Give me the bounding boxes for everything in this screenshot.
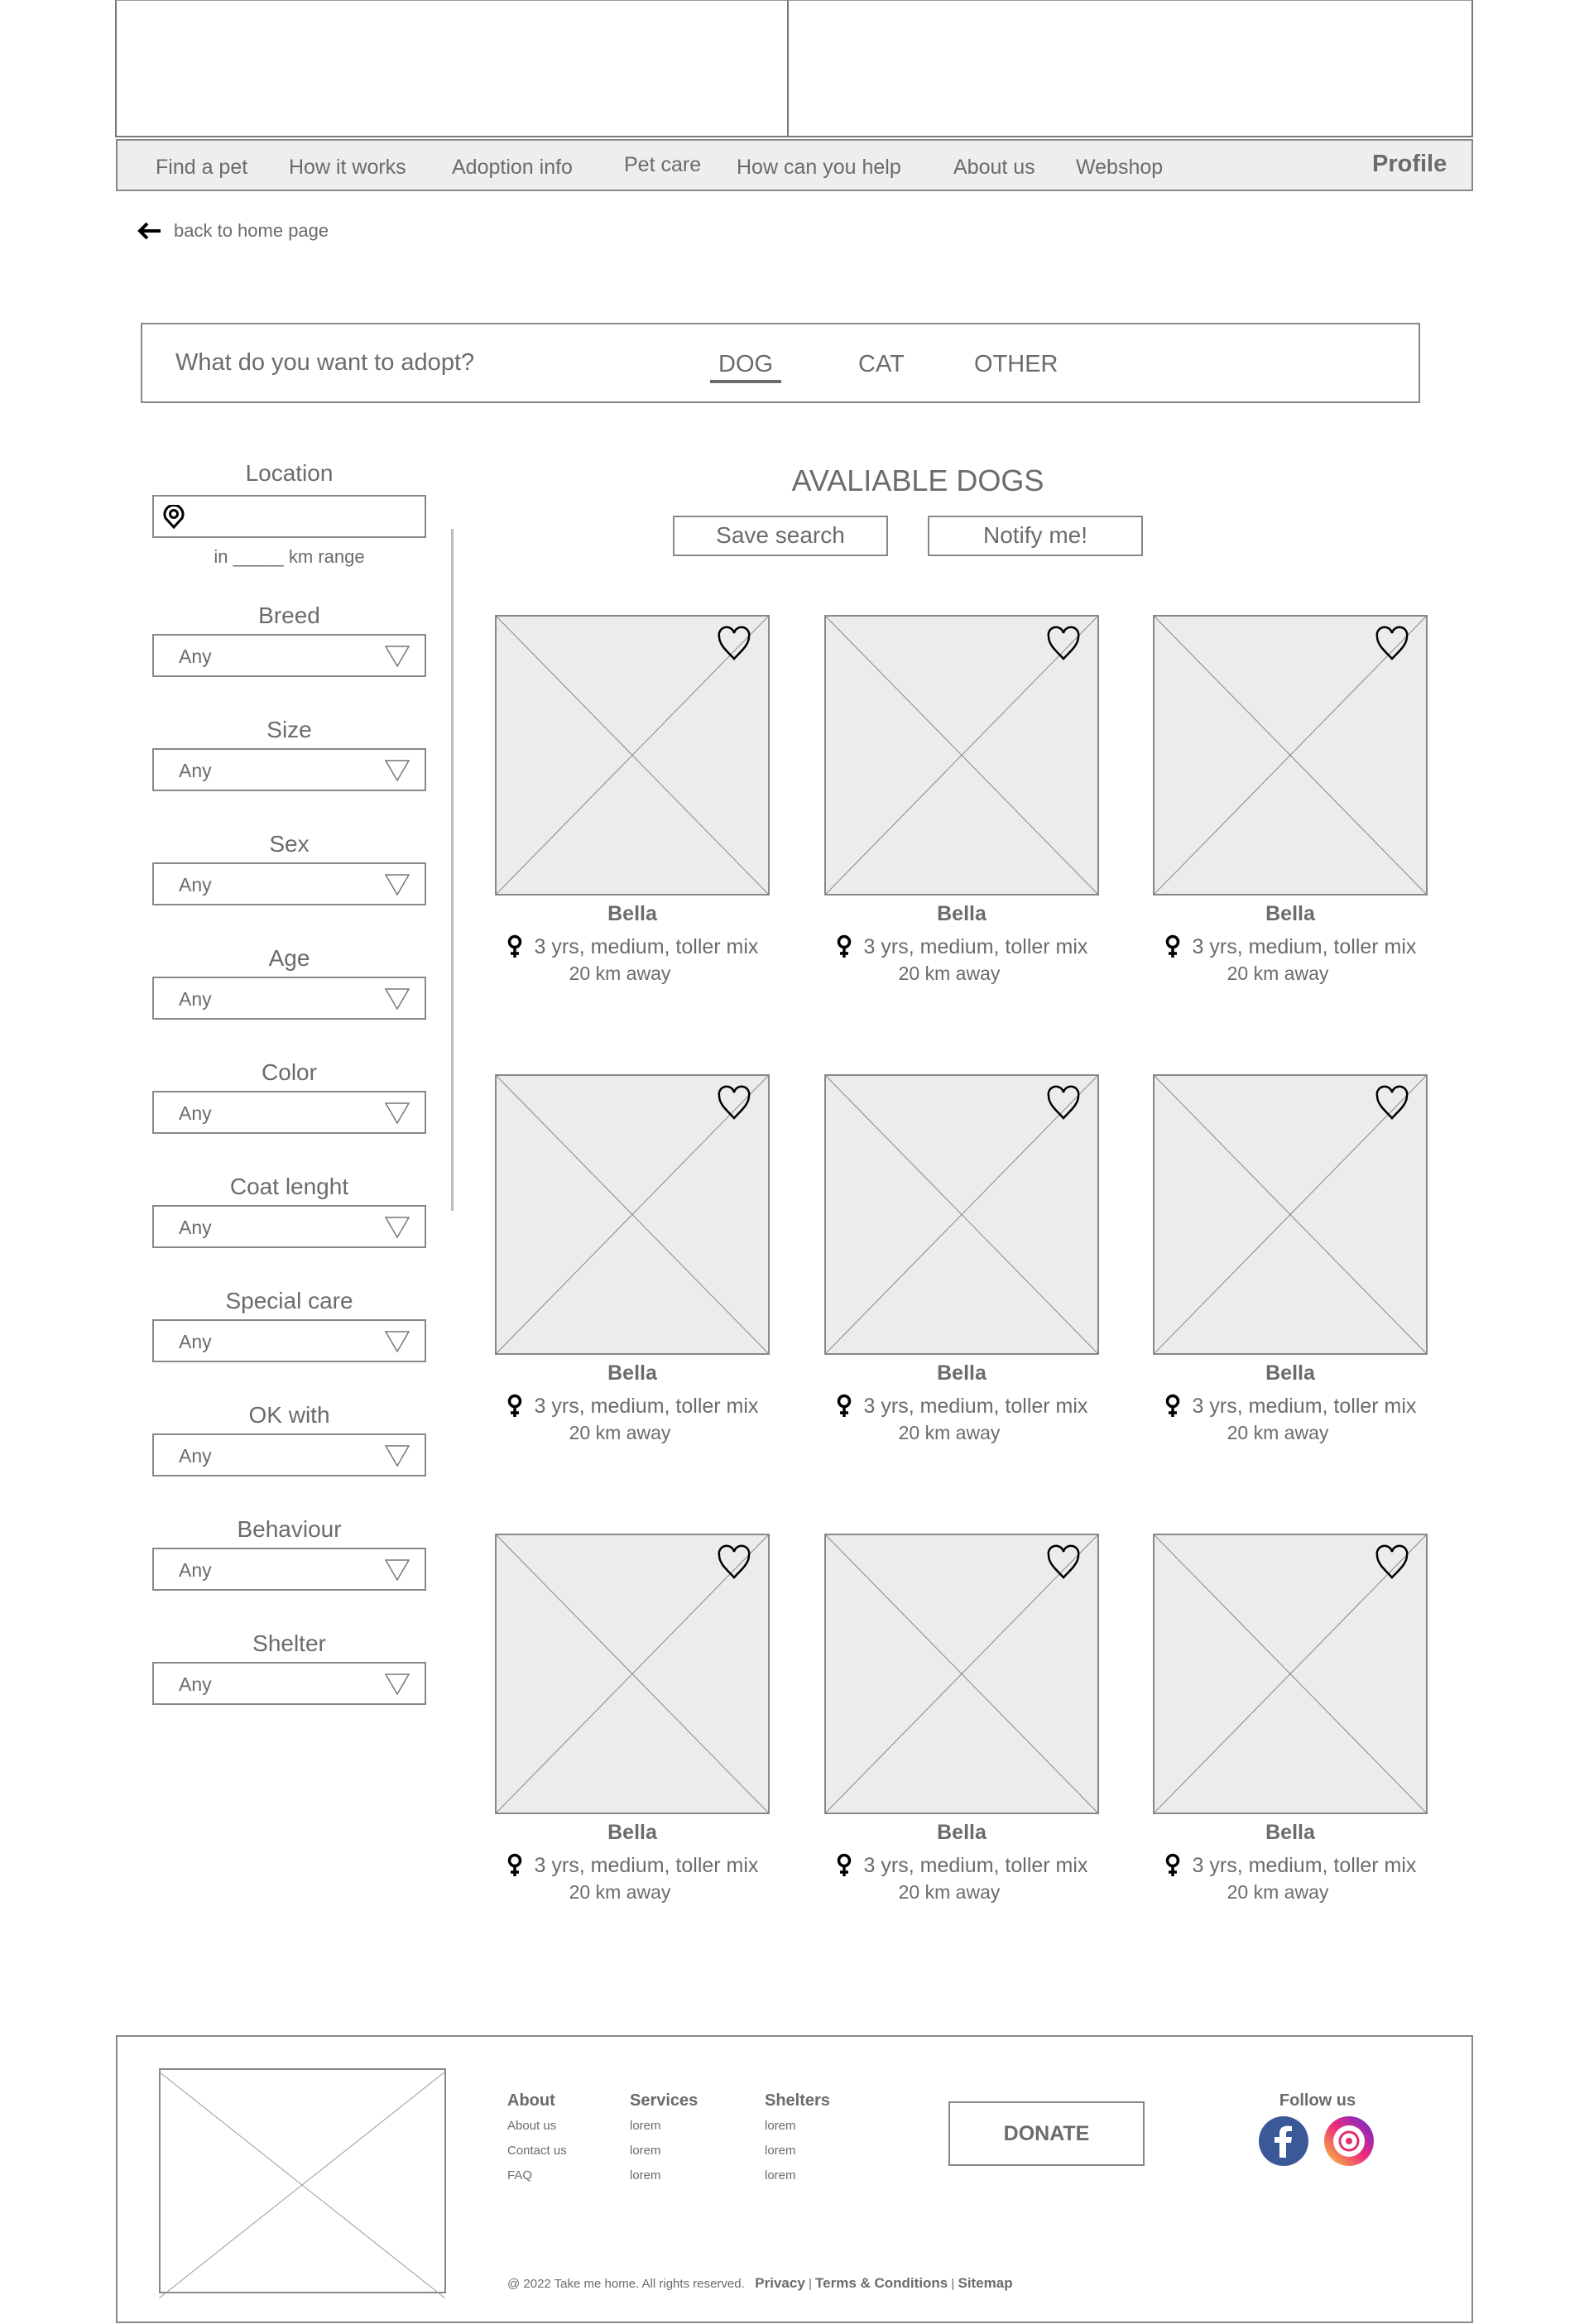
pet-distance: 20 km away: [898, 1881, 1001, 1903]
footer-column-heading: About: [507, 2091, 555, 2110]
pet-card[interactable]: [495, 1074, 770, 1444]
pet-details: 3 yrs, medium, toller mix: [534, 1394, 759, 1418]
chevron-down-icon: [385, 1102, 410, 1124]
notify-me-button[interactable]: Notify me!: [928, 516, 1143, 556]
chevron-down-icon: [385, 1559, 410, 1581]
breed-filter-select[interactable]: [152, 634, 426, 677]
breed-filter-value: Any: [179, 646, 212, 667]
special-care-filter-value: Any: [179, 1331, 212, 1352]
female-icon: [836, 1394, 852, 1419]
female-icon: [1164, 934, 1181, 959]
pet-photo-placeholder: [495, 1534, 770, 1814]
size-filter-label: Size: [266, 717, 312, 742]
heart-icon[interactable]: [717, 625, 751, 661]
pet-details: 3 yrs, medium, toller mix: [863, 1853, 1088, 1877]
heart-icon[interactable]: [1046, 1084, 1081, 1121]
color-filter-select[interactable]: [152, 1091, 426, 1134]
footer-column-heading: Services: [630, 2091, 698, 2110]
pet-card[interactable]: [495, 615, 770, 985]
female-icon: [506, 1853, 523, 1878]
pet-name: Bella: [1265, 902, 1315, 925]
location-pin-icon: [162, 505, 185, 530]
shelter-filter-select[interactable]: [152, 1662, 426, 1705]
facebook-icon[interactable]: [1259, 2116, 1308, 2166]
pet-photo-placeholder: [824, 615, 1099, 896]
age-filter-select[interactable]: [152, 977, 426, 1020]
footer-logo-placeholder: [159, 2068, 446, 2298]
footer-column-services: [630, 2091, 698, 2193]
donate-button[interactable]: DONATE: [948, 2101, 1145, 2166]
terms-link[interactable]: Terms & Conditions: [815, 2275, 948, 2291]
pet-details: 3 yrs, medium, toller mix: [534, 934, 759, 958]
pet-distance: 20 km away: [569, 1881, 671, 1903]
tab-dog[interactable]: DOG: [710, 351, 781, 383]
footer-link[interactable]: About us: [507, 2119, 557, 2133]
pet-card[interactable]: [1153, 1074, 1428, 1444]
heart-icon[interactable]: [1375, 1084, 1409, 1121]
pet-details: 3 yrs, medium, toller mix: [534, 1853, 759, 1877]
special-care-filter-label: Special care: [225, 1288, 353, 1313]
coat-lenght-filter-label: Coat lenght: [229, 1174, 349, 1199]
tab-cat[interactable]: CAT: [858, 351, 905, 377]
tab-other[interactable]: OTHER: [974, 351, 1059, 377]
nav-pet-care[interactable]: Pet care: [624, 153, 702, 176]
copyright: @ 2022 Take me home. All rights reserved. Privacy | Terms & Conditions | Sitemap: [507, 2275, 1013, 2291]
footer-link[interactable]: Contact us: [507, 2144, 567, 2158]
footer-column-shelters: [765, 2091, 830, 2193]
copyright-text: @ 2022 Take me home. All rights reserved.: [507, 2277, 745, 2291]
female-icon: [1164, 1394, 1181, 1419]
behaviour-filter-select[interactable]: [152, 1548, 426, 1591]
footer-column-heading: Shelters: [765, 2091, 830, 2110]
footer-link[interactable]: lorem: [765, 2144, 796, 2158]
female-icon: [1164, 1853, 1181, 1878]
pet-details: 3 yrs, medium, toller mix: [1192, 1394, 1417, 1418]
heart-icon[interactable]: [1046, 625, 1081, 661]
pet-name: Bella: [607, 1821, 657, 1844]
back-link[interactable]: [137, 220, 329, 242]
female-icon: [506, 1394, 523, 1419]
pet-card[interactable]: [824, 615, 1099, 985]
special-care-filter-select[interactable]: [152, 1319, 426, 1362]
arrow-left-icon: [137, 222, 162, 240]
coat-lenght-filter-value: Any: [179, 1217, 212, 1238]
pet-card[interactable]: [824, 1534, 1099, 1904]
chevron-down-icon: [385, 646, 410, 667]
pet-photo-placeholder: [1153, 1074, 1428, 1355]
chevron-down-icon: [385, 760, 410, 781]
chevron-down-icon: [385, 1445, 410, 1467]
pet-distance: 20 km away: [1227, 1422, 1329, 1443]
range-text[interactable]: in _____ km range: [214, 546, 365, 567]
pet-photo-placeholder: [1153, 1534, 1428, 1814]
location-label: Location: [245, 460, 334, 486]
female-icon: [836, 1853, 852, 1878]
nav-profile[interactable]: Profile: [1372, 151, 1447, 177]
pet-name: Bella: [607, 902, 657, 925]
age-filter-value: Any: [179, 988, 212, 1010]
footer: [116, 2035, 1473, 2323]
pet-card[interactable]: [1153, 1534, 1428, 1904]
pet-photo-placeholder: [824, 1074, 1099, 1355]
pet-name: Bella: [607, 1361, 657, 1385]
ok-with-filter-select[interactable]: [152, 1433, 426, 1477]
pet-photo-placeholder: [1153, 615, 1428, 896]
footer-link[interactable]: lorem: [630, 2168, 661, 2182]
pet-details: 3 yrs, medium, toller mix: [863, 1394, 1088, 1418]
pet-distance: 20 km away: [1227, 963, 1329, 984]
chevron-down-icon: [385, 1217, 410, 1238]
footer-link[interactable]: lorem: [630, 2144, 661, 2158]
female-icon: [506, 934, 523, 959]
adopt-type-selector: [141, 323, 1420, 403]
chevron-down-icon: [385, 988, 410, 1010]
shelter-filter-label: Shelter: [252, 1630, 326, 1656]
behaviour-filter-label: Behaviour: [237, 1516, 342, 1542]
sex-filter-select[interactable]: [152, 862, 426, 905]
coat-lenght-filter-select[interactable]: [152, 1205, 426, 1248]
follow-us-label: Follow us: [1279, 2091, 1356, 2110]
pet-name: Bella: [937, 1821, 987, 1844]
header-banner-left: [115, 0, 789, 137]
pet-name: Bella: [937, 1361, 987, 1385]
pet-details: 3 yrs, medium, toller mix: [863, 934, 1088, 958]
female-icon: [836, 934, 852, 959]
footer-link[interactable]: lorem: [765, 2119, 796, 2133]
color-filter-value: Any: [179, 1102, 212, 1124]
footer-column-about: [507, 2091, 567, 2193]
heart-icon[interactable]: [1375, 625, 1409, 661]
nav-how-it-works[interactable]: How it works: [289, 156, 406, 179]
pet-distance: 20 km away: [1227, 1881, 1329, 1903]
pet-name: Bella: [1265, 1821, 1315, 1844]
privacy-link[interactable]: Privacy: [755, 2275, 805, 2291]
pet-photo-placeholder: [495, 615, 770, 896]
pet-distance: 20 km away: [569, 1422, 671, 1443]
heart-icon[interactable]: [1046, 1544, 1081, 1580]
pet-photo-placeholder: [824, 1534, 1099, 1814]
chevron-down-icon: [385, 1673, 410, 1695]
pet-distance: 20 km away: [569, 963, 671, 984]
behaviour-filter-value: Any: [179, 1559, 212, 1581]
chevron-down-icon: [385, 1331, 410, 1352]
adopt-question: What do you want to adopt?: [175, 349, 475, 376]
back-link-label: back to home page: [174, 220, 329, 241]
location-input[interactable]: [152, 495, 426, 538]
save-search-button[interactable]: Save search: [673, 516, 888, 556]
size-filter-value: Any: [179, 760, 212, 781]
breed-filter-label: Breed: [258, 603, 320, 628]
nav-find-a-pet[interactable]: Find a pet: [156, 156, 248, 179]
size-filter-select[interactable]: [152, 748, 426, 791]
nav-how-can-you-help[interactable]: How can you help: [737, 156, 901, 179]
pet-card[interactable]: [824, 1074, 1099, 1444]
main-nav: [116, 139, 1473, 191]
sex-filter-value: Any: [179, 874, 212, 896]
pet-name: Bella: [1265, 1361, 1315, 1385]
age-filter-label: Age: [268, 945, 310, 971]
sex-filter-label: Sex: [269, 831, 310, 857]
footer-link[interactable]: lorem: [765, 2168, 796, 2182]
pet-details: 3 yrs, medium, toller mix: [1192, 1853, 1417, 1877]
sitemap-link[interactable]: Sitemap: [958, 2275, 1013, 2291]
pet-distance: 20 km away: [898, 963, 1001, 984]
nav-adoption-info[interactable]: Adoption info: [452, 156, 573, 179]
sidebar-divider: [451, 529, 454, 1211]
shelter-filter-value: Any: [179, 1673, 212, 1695]
footer-link[interactable]: lorem: [630, 2119, 661, 2133]
heart-icon[interactable]: [717, 1544, 751, 1580]
nav-about-us[interactable]: About us: [953, 156, 1035, 179]
pet-photo-placeholder: [495, 1074, 770, 1355]
ok-with-filter-value: Any: [179, 1445, 212, 1467]
footer-link[interactable]: FAQ: [507, 2168, 533, 2182]
header-banner-right: [787, 0, 1473, 137]
results-title: AVALIABLE DOGS: [791, 463, 1044, 497]
pet-card[interactable]: [1153, 615, 1428, 985]
chevron-down-icon: [385, 874, 410, 896]
heart-icon[interactable]: [717, 1084, 751, 1121]
ok-with-filter-label: OK with: [248, 1402, 330, 1428]
pet-card[interactable]: [495, 1534, 770, 1904]
color-filter-label: Color: [262, 1059, 317, 1085]
instagram-icon[interactable]: [1324, 2116, 1374, 2166]
pet-details: 3 yrs, medium, toller mix: [1192, 934, 1417, 958]
pet-distance: 20 km away: [898, 1422, 1001, 1443]
heart-icon[interactable]: [1375, 1544, 1409, 1580]
pet-name: Bella: [937, 902, 987, 925]
nav-webshop[interactable]: Webshop: [1076, 156, 1164, 179]
